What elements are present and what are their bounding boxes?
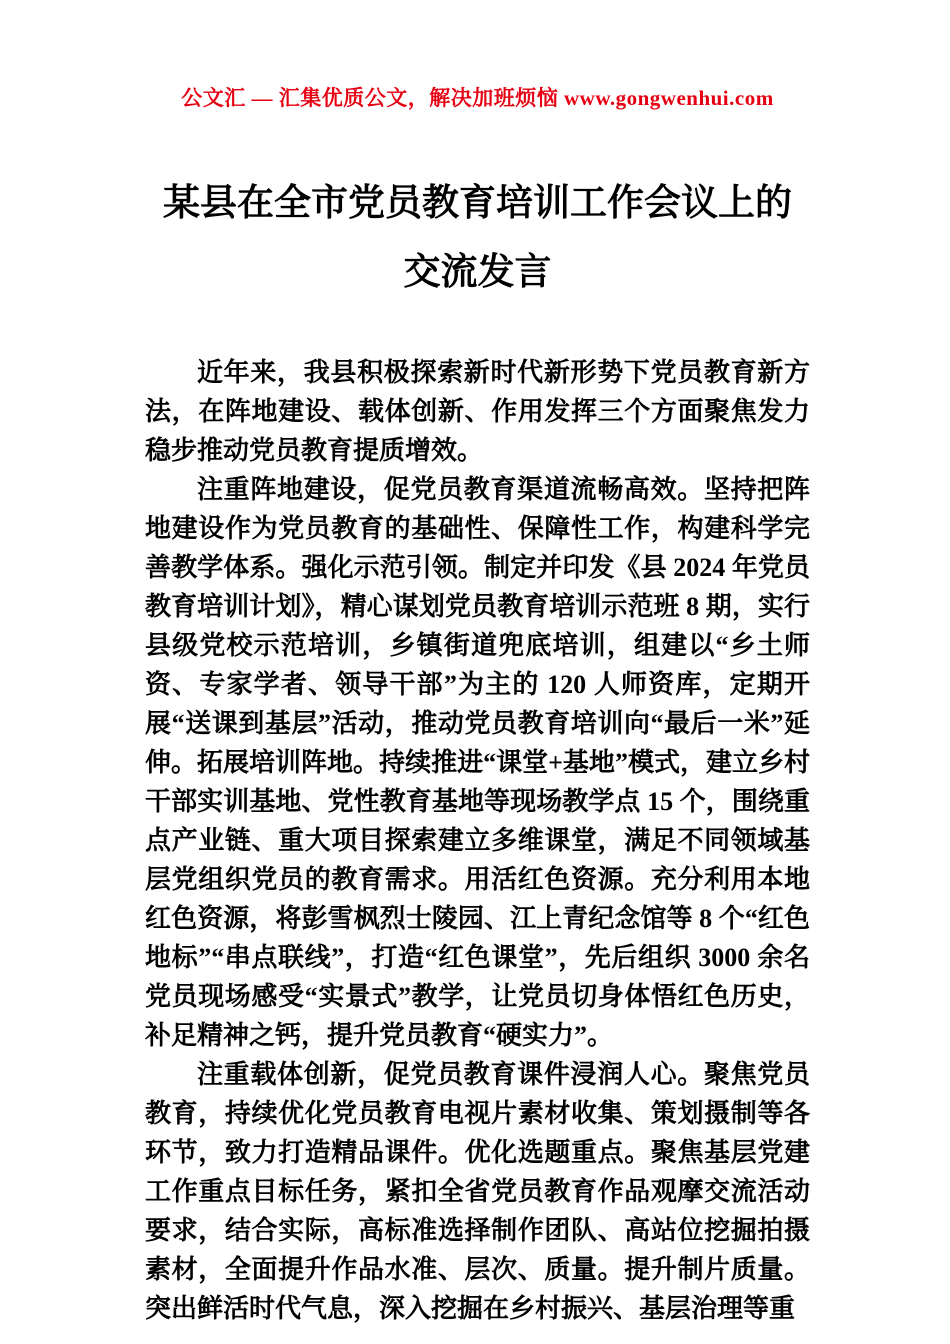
paragraph-section-1: 注重阵地建设，促党员教育渠道流畅高效。坚持把阵地建设作为党员教育的基础性、保障性工作，构建科学完善教学体系。强化示范引领。制定并印发《县 2024 年党员教育培训计划》，精心谋划党员教育培训示范班 8 期，实行县级党校示范培训，乡镇街道兜底培训，组建以“乡土师资、专家学者、领导干部”为主的 120 人师资库，定期开展“送课到基层”活动，推动党员教育培训向“最后一米”延伸。拓展培训阵地。持续推进“课堂+基地”模式，建立乡村干部实训基地、党性教育基地等现场教学点 15 个，围绕重点产业链、重大项目探索建立多维课堂，满足不同领域基层党组织党员的教育需求。用活红色资源。充分利用本地红色资源，将彭雪枫烈士陵园、江上青纪念馆等 8 个“红色地标”“串点联线”，打造“红色课堂”，先后组织 3000 余名党员现场感受“实景式”教学，让党员切身体悟红色历史，补足精神之钙，提升党员教育“硬实力”。 [145, 475, 810, 1051]
watermark-header: 公文汇 — 汇集优质公文，解决加班烦恼 www.gongwenhui.com [181, 86, 774, 110]
document-title: 某县在全市党员教育培训工作会议上的交流发言 [163, 183, 792, 293]
paragraph-section-2: 注重载体创新，促党员教育课件浸润人心。聚焦党员教育，持续优化党员教育电视片素材收集、策划摄制等各环节，致力打造精品课件。优化选题重点。聚焦基层党建工作重点目标任务，紧扣全省党员教育作品观摩交流活动要求，结合实际，高标准选择制作团队、高站位挖掘拍摄素材，全面提升作品水准、层次、质量。提升制片质量。突出鲜活时代气息，深入挖掘在乡村振兴、基层治理等重 [145, 1060, 810, 1324]
document-body [145, 353, 810, 1328]
paragraph-intro: 近年来，我县积极探索新时代新形势下党员教育新方法，在阵地建设、载体创新、作用发挥三个方面聚焦发力稳步推动党员教育提质增效。 [145, 358, 810, 466]
